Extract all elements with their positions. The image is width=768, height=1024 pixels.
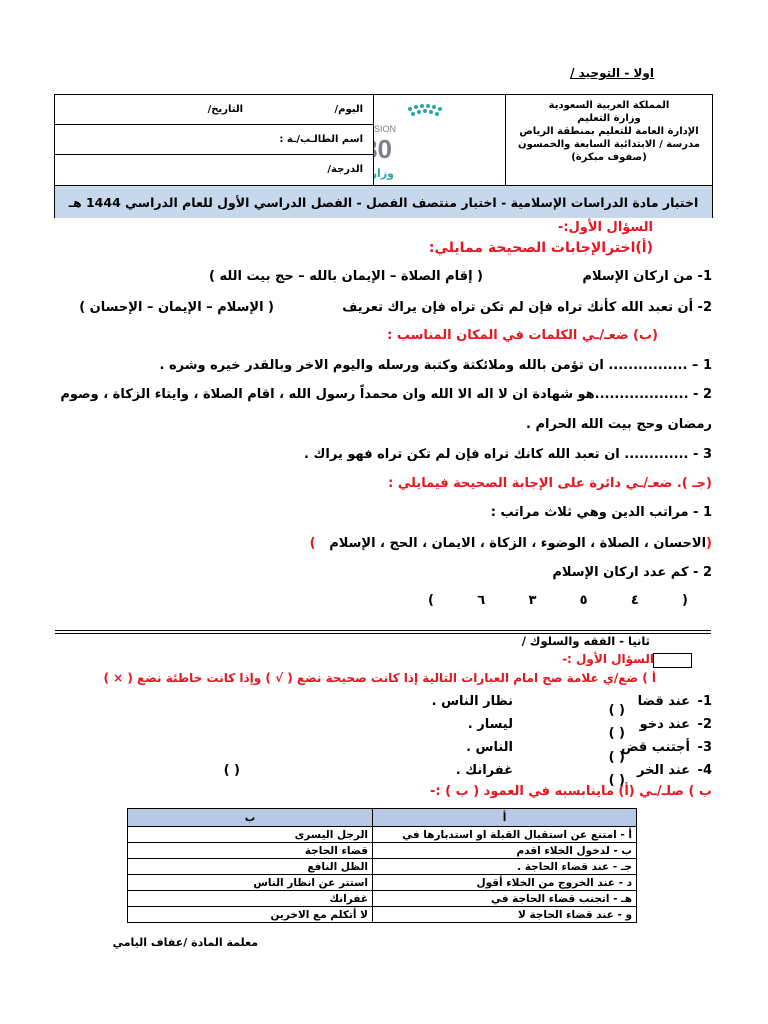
- c2-option[interactable]: (: [682, 593, 688, 608]
- teacher-name: معلمة المادة /عفاف اليامي: [112, 936, 258, 949]
- vision-2030-logo-icon: [374, 95, 505, 183]
- section2-part-b-title: ب ) صلـ/ـي (أ) ماينابسبه في العمود ( ب ) :-: [430, 784, 712, 799]
- matching-table: [127, 808, 637, 923]
- c1-close-paren: ): [309, 536, 316, 551]
- q1-b2: 2 - ...................هو شهادة ان لا اله الا الله وان محمداً رسول الله ، اقام الصلاة ، وايتاء الزكاة ، وصوم: [60, 387, 712, 402]
- part-a-title: (أ)اخترالإجابات الصحيحة ممايلي:: [428, 240, 653, 256]
- table-row: [128, 875, 637, 891]
- answer-paren-3[interactable]: ( ): [608, 750, 625, 765]
- section-title-tawheed: اولا - التوحيد /: [570, 66, 654, 80]
- table-cell-a: أ - امتنع عن استقبال القبلة او استدبارها في: [373, 827, 637, 843]
- date-label: التاريخ/: [207, 104, 243, 115]
- statement-2-num: 2-: [697, 717, 712, 732]
- table-cell-b: الرجل اليسرى: [128, 827, 373, 843]
- q1-a1-text: 1- من اركان الإسلام: [582, 269, 712, 284]
- table-cell-a: د - عند الخروج من الخلاء أقول: [373, 875, 637, 891]
- table-row: [128, 907, 637, 923]
- kingdom-name: المملكة العربية السعودية: [548, 100, 670, 111]
- section2-instruction: أ ) ضع/ي علامة صح امام العبارات التالية إذا كانت صحيحة نضع ( √ ) وإذا كانت خاطئة نضع ( × ): [103, 671, 656, 685]
- student-name-row: [55, 125, 373, 155]
- statement-1-start: عند قضا: [637, 694, 690, 709]
- header-school-info: [506, 95, 712, 185]
- ministry-logo-text: وزا: [377, 167, 394, 180]
- student-name-label: اسم الطالـب/ـة :: [279, 134, 363, 145]
- c2-option[interactable]: ٦: [477, 593, 486, 608]
- q1-c2-options: [428, 593, 688, 608]
- directorate-name: الإدارة العامة للتعليم بمنطقة الرياض: [519, 126, 699, 137]
- table-cell-a: و - عند قضاء الحاجة لا: [373, 907, 637, 923]
- score-box: [653, 653, 692, 668]
- table-row: [128, 891, 637, 907]
- c2-option[interactable]: ٥: [579, 593, 588, 608]
- answer-paren-1[interactable]: ( ): [608, 703, 625, 718]
- school-name: مدرسة / الابتدائية السابعة والخمسون (صفوف مبكرة): [518, 139, 700, 163]
- column-a-header: أ: [373, 809, 637, 827]
- q1-a2-text: 2- أن تعبد الله كأنك تراه فإن لم تكن تراه فإن يراك تعريف: [342, 300, 712, 315]
- vision-year: 0: [377, 134, 392, 164]
- table-cell-b: استتر عن انظار الناس: [128, 875, 373, 891]
- q1-c1: 1 - مراتب الدين وهي ثلاث مراتب :: [490, 505, 712, 520]
- exam-title: اختبار مادة الدراسات الإسلامية - اختبار منتصف الفصل - الفصل الدراسي الأول للعام الدراسي 1444 هـ: [55, 185, 712, 218]
- c1-options: الاحسان ، الصلاة ، الوضوء ، الزكاة ، الايمان ، الحج ، الإسلام: [329, 536, 707, 551]
- answer-paren-extra[interactable]: ( ): [223, 763, 240, 778]
- q1-a2-options: ( الإسلام – الإيمان – الإحسان ): [79, 300, 274, 315]
- q1-b3: 3 - ............. ان تعبد الله كانك تراه فإن لم تكن تراه فهو يراك .: [304, 447, 712, 462]
- table-row: [128, 843, 637, 859]
- q1-c2: 2 - كم عدد اركان الإسلام: [552, 565, 712, 580]
- statement-4-end: غفرانك .: [455, 763, 513, 778]
- table-cell-b: قضاء الحاجة: [128, 843, 373, 859]
- vision-text: SION: [374, 124, 396, 134]
- statement-3-end: الناس .: [466, 740, 513, 755]
- statement-3-num: 3-: [697, 740, 712, 755]
- q1-c1-options-line: [310, 536, 712, 551]
- statement-1-num: 1-: [697, 694, 712, 709]
- column-b-header: ب: [128, 809, 373, 827]
- section-divider: [55, 630, 711, 631]
- statement-3-start: أجتنب قض: [621, 740, 690, 755]
- table-cell-a: هـ - اتجنب قضاء الحاجة في: [373, 891, 637, 907]
- statement-2-start: عند دخو: [639, 717, 690, 732]
- table-cell-a: جـ - عند قضاء الحاجة .: [373, 859, 637, 875]
- ministry-name: وزارة التعليم: [577, 113, 641, 124]
- c2-option[interactable]: ٤: [630, 593, 639, 608]
- answer-paren-2[interactable]: ( ): [608, 726, 625, 741]
- table-cell-a: ب - لدخول الخلاء اقدم: [373, 843, 637, 859]
- table-cell-b: غفرانك: [128, 891, 373, 907]
- c2-option[interactable]: ): [428, 593, 434, 608]
- grade-label: الدرجة/: [327, 164, 363, 175]
- table-cell-b: الظل النافع: [128, 859, 373, 875]
- statement-4-num: 4-: [697, 763, 712, 778]
- question1-title: السؤال الأول:-: [557, 220, 653, 235]
- part-b-title: (ب) ضعـ/ـي الكلمات في المكان المناسب :: [387, 328, 658, 343]
- table-cell-b: لا أتكلم مع الاخرين: [128, 907, 373, 923]
- table-header-row: [128, 809, 637, 827]
- q1-b1: 1 – ................ ان تؤمن بالله وملائكتة وكتبة ورسله واليوم الاخر وبالقدر خيره وشره .: [159, 358, 712, 373]
- day-label: اليوم/: [334, 104, 363, 115]
- student-info: [55, 95, 373, 185]
- q1-a1-options: ( إقام الصلاة – الإيمان بالله – حج بيت الله ): [209, 269, 483, 284]
- table-row: [128, 827, 637, 843]
- statement-2-end: ليسار .: [467, 717, 513, 732]
- section-title-fiqh: ثانيا - الفقه والسلوك /: [521, 634, 650, 648]
- exam-header: [54, 94, 713, 218]
- c1-open-paren: (: [706, 536, 712, 551]
- answer-paren-4[interactable]: ( ): [608, 773, 625, 788]
- vision-logo: [373, 95, 506, 185]
- section2-question-title: السؤال الأول :-: [562, 652, 654, 666]
- part-c-title: (جـ ). ضعـ/ـي دائرة على الإجابة الصحيحة فيمايلي :: [388, 476, 712, 491]
- grade-row: [55, 155, 373, 185]
- c2-option[interactable]: ٣: [528, 593, 537, 608]
- date-row: [55, 95, 373, 125]
- table-row: [128, 859, 637, 875]
- statement-1-end: نظار الناس .: [431, 694, 513, 709]
- statement-4-start: عند الخر: [636, 763, 690, 778]
- q1-b2-cont: رمضان وحج بيت الله الحرام .: [526, 417, 712, 432]
